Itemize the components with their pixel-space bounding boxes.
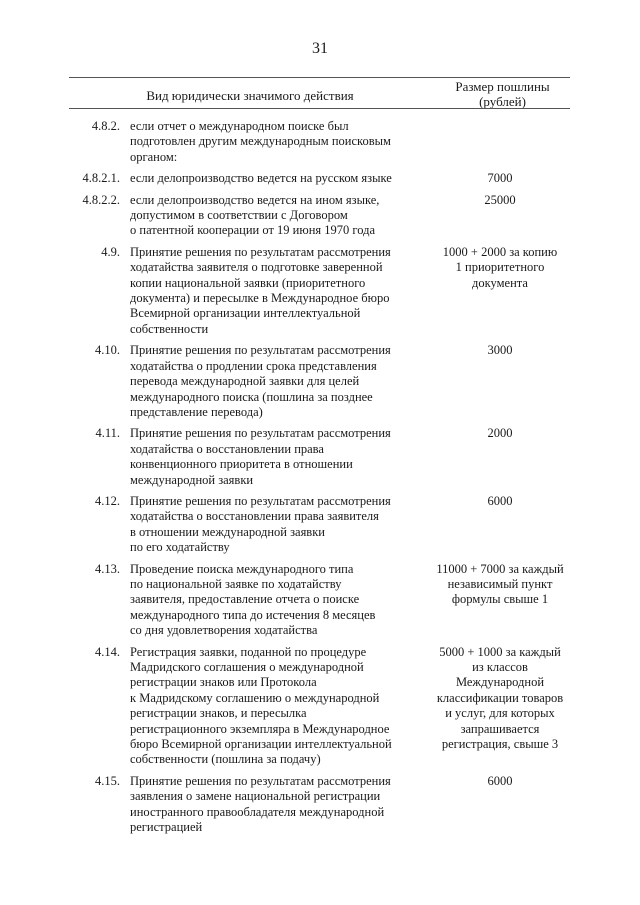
row-number: 4.8.2. (91, 119, 120, 133)
row-fee: 6000 (487, 493, 513, 508)
table-row (0, 645, 640, 768)
table-row (0, 193, 640, 239)
table-header-rule (69, 108, 570, 109)
row-fee: 5000 + 1000 за каждый из классов Международной классификации товаров и услуг, для которых запрашивается регистрация, свыше 3 (436, 644, 564, 752)
row-fee: 11000 + 7000 за каждый независимый пункт формулы свыше 1 (436, 561, 564, 607)
page-number: 31 (312, 40, 328, 57)
row-fee: 3000 (487, 343, 513, 358)
row-description: если делопроизводство ведется на русском языке (130, 171, 392, 186)
table-row (0, 245, 640, 337)
row-number: 4.11. (95, 426, 120, 441)
row-number: 4.12. (95, 493, 120, 508)
row-number: 4.10. (95, 343, 120, 358)
row-number: 4.8.2.1. (82, 171, 120, 186)
table-top-rule (69, 77, 570, 78)
row-number: 4.9. (101, 244, 120, 259)
row-description: Принятие решения по результатам рассмотрения ходатайства заявителя о подготовке заверенной копии национальной заявки (приоритетного документа) и пересылке в Международное бюро Всемирной организации интеллектуальной собственности (130, 244, 391, 336)
row-description: Регистрация заявки, поданной по процедуре Мадридского соглашения о международной регистрации знаков или Протокола к Мадридскому соглашению о международной регистрации знаков, и пересылка регистрационного экземпляра в Международное бюро Всемирной организации интеллектуальной собственности (пошлина за подачу) (130, 644, 392, 767)
row-description: Принятие решения по результатам рассмотрения заявления о замене национальной регистрации иностранного правообладателя международной регистрацией (130, 773, 391, 835)
table-row (0, 171, 640, 186)
table-row (0, 494, 640, 556)
row-fee: 1000 + 2000 за копию 1 приоритетного документа (442, 244, 558, 290)
row-description: Принятие решения по результатам рассмотрения ходатайства о восстановлении права конвенционного приоритета в отношении международной заявки (130, 426, 391, 487)
fee-table-body (0, 119, 640, 841)
table-row (0, 562, 640, 639)
row-fee: 6000 (487, 773, 513, 788)
row-fee: 25000 (484, 192, 516, 207)
column-header-action: Вид юридически значимого действия (146, 88, 354, 103)
table-row (0, 119, 640, 165)
row-description: Принятие решения по результатам рассмотрения ходатайства о восстановлении права заявителя в отношении международной заявки по его ходатайству (130, 493, 391, 555)
row-description: Проведение поиска международного типа по национальной заявке по ходатайству заявителя, предоставление отчета о поиске международного типа до истечения 8 месяцев со дня удовлетворения ходатайства (130, 561, 376, 638)
row-description: Принятие решения по результатам рассмотрения ходатайства о продлении срока представления перевода международной заявки для целей международного поиска (пошлина за позднее представление перевода) (130, 343, 391, 419)
table-row (0, 774, 640, 836)
row-fee: 7000 (487, 171, 513, 186)
row-fee: 2000 (487, 426, 513, 441)
row-number: 4.13. (95, 561, 120, 576)
row-description: если отчет о международном поиске был подготовлен другим международным поисковым органом: (130, 119, 391, 164)
table-row (0, 343, 640, 420)
row-description: если делопроизводство ведется на ином языке, допустимом в соответствии с Договором о патентной кооперации от 19 июня 1970 года (130, 192, 380, 238)
row-number: 4.8.2.2. (82, 192, 120, 207)
row-number: 4.15. (95, 773, 120, 788)
row-number: 4.14. (95, 644, 120, 659)
table-row (0, 426, 640, 488)
column-header-fee: Размер пошлины (рублей) (455, 79, 550, 109)
